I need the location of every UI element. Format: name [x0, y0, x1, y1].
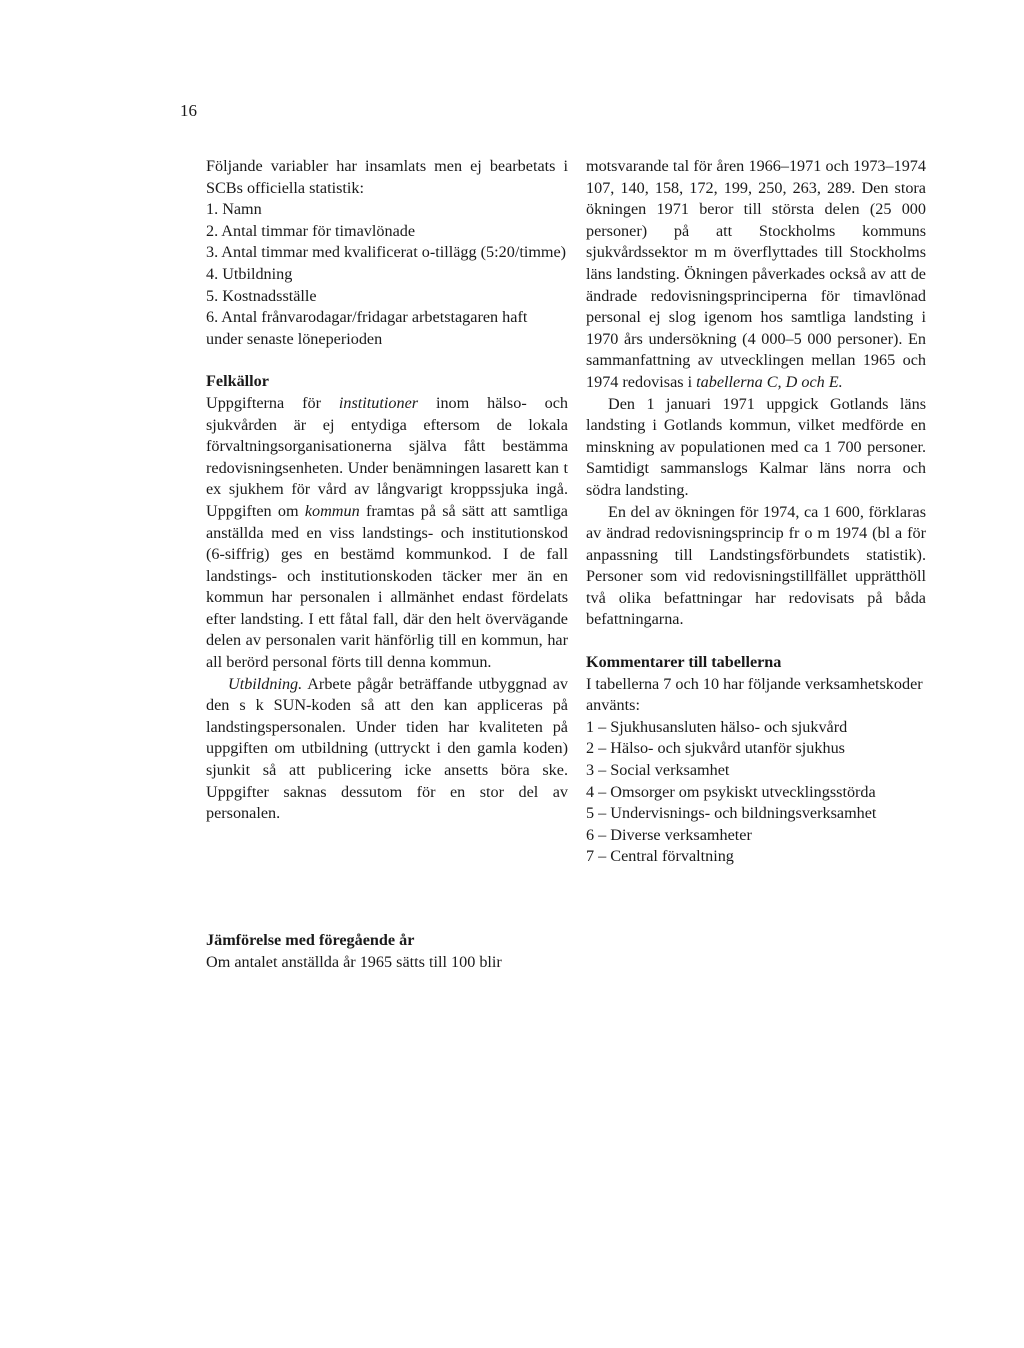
- kommentarer-intro: I tabellerna 7 och 10 har följande verksamhetskoder använts:: [586, 674, 923, 715]
- increase-paragraph: En del av ökningen för 1974, ca 1 600, förklaras av ändrad redovisningsprincip fr o m 1974 (bl a för anpassning till Landstingsförbundets statistik). Personer som vid redovisningstillfället upprätthöll två olika befattningar har redovisats på båda befattningarna.: [586, 502, 926, 629]
- comparison-section: [206, 930, 568, 973]
- list-item: 3. Antal timmar med kvalificerat o-tillägg (5:20/timme): [206, 243, 567, 262]
- list-item: 4 – Omsorger om psykiskt utvecklingsstörda: [586, 782, 876, 801]
- felkallor-text-middle: inom hälso- och sjukvården är ej entydiga eftersom de lokala förvaltningsorganisationerna själva fått bestämma redovisningsenheten. Under benämningen lasarett kan t ex sjukhem för vård av långvarigt kroppssjuka ingå. Uppgiften om: [206, 393, 568, 520]
- list-item: 2. Antal timmar för timavlönade: [206, 221, 416, 240]
- page-number: 16: [180, 101, 197, 120]
- left-column: [206, 156, 568, 825]
- kommentarer-heading: Kommentarer till tabellerna: [586, 653, 782, 672]
- list-item: 4. Utbildning: [206, 264, 293, 283]
- utbildning-paragraph: [206, 674, 568, 825]
- utbildning-label: Utbildning.: [228, 674, 303, 693]
- list-item: 1. Namn: [206, 200, 262, 219]
- felkallor-emphasis-kommun: kommun: [304, 501, 360, 520]
- tables-reference: tabellerna C, D och E.: [696, 372, 843, 391]
- codes-list: [586, 717, 926, 868]
- list-item: 5 – Undervisnings- och bildningsverksamhet: [586, 804, 877, 823]
- list-item: 7 – Central förvaltning: [586, 847, 734, 866]
- comparison-heading: Jämförelse med föregående år: [206, 931, 415, 949]
- variables-intro: Följande variabler har insamlats men ej bearbetats i SCBs officiella statistik:: [206, 157, 568, 197]
- comparison-text: Om antalet anställda år 1965 sätts till 100 blir: [206, 952, 502, 971]
- felkallor-emphasis-institutioner: institutioner: [338, 393, 419, 412]
- felkallor-text-start: Uppgifterna för: [206, 393, 339, 412]
- continuation-text: motsvarande tal för åren 1966–1971 och 1973–1974 107, 140, 158, 172, 199, 250, 263, 289. Den stora ökningen 1971 beror till största delen (25 000 personer) på att Stockholms kommuns sjukvårdssektor m m överflyttades till Stockholms läns landsting. Ökningen påverkades också av att de ändrade redovisningsprinciperna för timavlönad personal ej slog igenom hos samtliga landsting i 1970 års undersökning (4 000–5 000 personer). En sammanfattning av utvecklingen mellan 1965 och 1974 redovisas i: [586, 157, 926, 391]
- list-item: 5. Kostnadsställe: [206, 286, 317, 305]
- list-item: 6. Antal frånvarodagar/fridagar arbetstagaren haft under senaste löneperioden: [206, 308, 528, 348]
- utbildning-text: Arbete pågår beträffande utbyggnad av den s k SUN-koden så att den kan appliceras på landstingspersonalen. Under tiden har kvaliteten på uppgiften om utbildning (uttryckt i den gamla koden) sjunkit så att publicering icke ansetts böra ske. Uppgifter saknas dessutom för en stor del av personalen.: [206, 674, 568, 823]
- list-item: 1 – Sjukhusansluten hälso- och sjukvård: [586, 717, 848, 736]
- list-item: 6 – Diverse verksamheter: [586, 825, 752, 844]
- felkallor-paragraph: [206, 393, 568, 674]
- list-item: 2 – Hälso- och sjukvård utanför sjukhus: [586, 739, 845, 758]
- felkallor-heading: Felkällor: [206, 372, 269, 391]
- felkallor-text-end: framtas på så sätt att samtliga anställda med en viss landstings- och institutionskod (6-siffrig) ges en bestämd kommunkod. I de fall landstings- och institutionskoden täcker mer än en kommun har personalen i allmänhet endast fördelats efter landsting. I ett fåtal fall, där den helt övervägande delen av personalen varit hänförlig till en kommun, har all berörd personal förts till denna kommun.: [206, 501, 568, 672]
- variables-list: [206, 199, 568, 350]
- list-item: 3 – Social verksamhet: [586, 761, 730, 780]
- comparison-continuation: [586, 156, 926, 394]
- gotland-paragraph: Den 1 januari 1971 uppgick Gotlands läns landsting i Gotlands kommun, vilket medförde en minskning av populationen med ca 1 700 personer. Samtidigt sammanslogs Kalmar läns norra och södra landsting.: [586, 394, 926, 499]
- right-column: [586, 156, 926, 868]
